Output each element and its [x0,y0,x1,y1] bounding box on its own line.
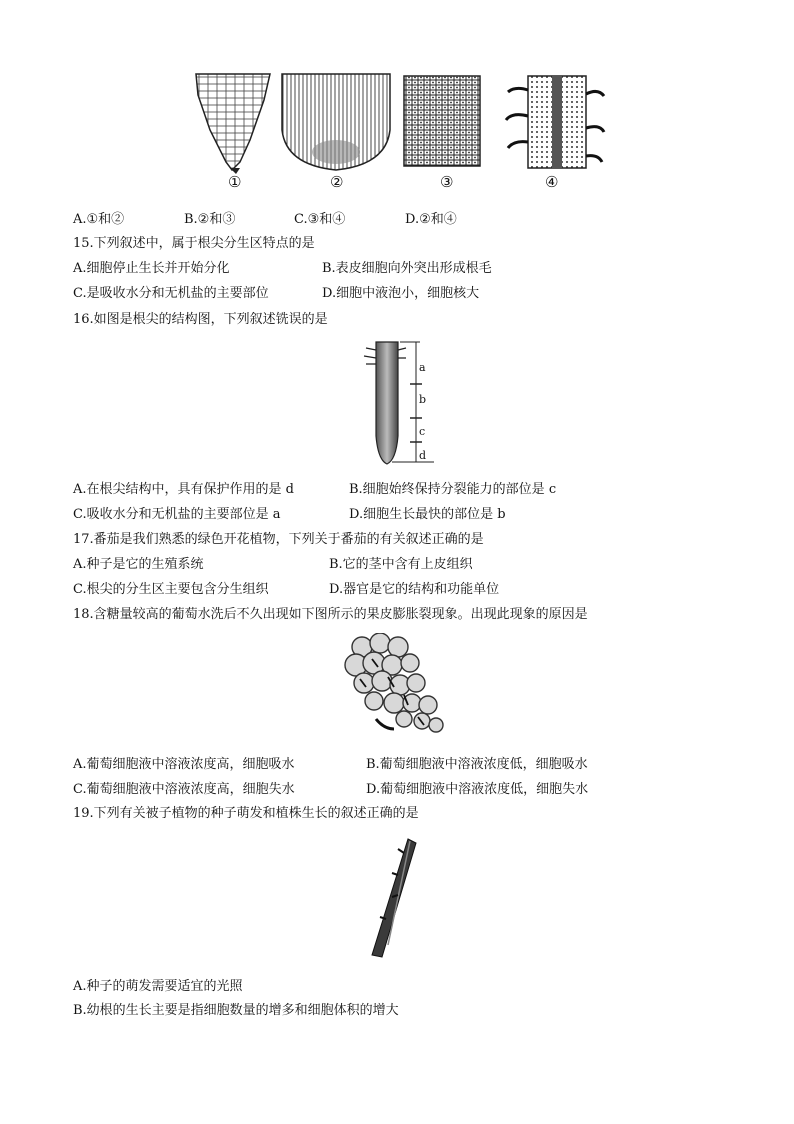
figure-label-3: ③ [440,173,454,191]
q17-stem: 17.番茄是我们熟悉的绿色开花植物，下列关于番茄的有关叙述正确的是 [73,532,484,547]
q14-option-b: B.②和③ [184,212,236,227]
root-label-c: c [419,425,426,438]
q19-option-a: A.种子的萌发需要适宜的光照 [73,979,243,994]
q16-option-d: D.细胞生长最快的部位是 b [349,507,506,522]
panel-3-elongation [404,76,480,166]
q15-option-a: A.细胞停止生长并开始分化 [73,261,230,276]
grape-figure [344,633,450,741]
q15-option-b: B.表皮细胞向外突出形成根毛 [322,261,492,276]
q18-option-c: C.葡萄细胞液中溶液浓度高，细胞失水 [73,782,295,797]
panel-1-root-cap [196,74,270,174]
q16-option-a: A.在根尖结构中，具有保护作用的是 d [73,482,294,497]
q16-stem: 16.如图是根尖的结构图，下列叙述铣误的是 [73,312,328,327]
q15-option-c: C.是吸收水分和无机盐的主要部位 [73,286,269,301]
q16-option-b: B.细胞始终保持分裂能力的部位是 c [349,482,557,497]
figure-label-4: ④ [545,173,559,191]
figure-label-2: ② [330,173,344,191]
q16-option-c: C.吸收水分和无机盐的主要部位是 a [73,507,281,522]
q18-option-d: D.葡萄细胞液中溶液浓度低，细胞失水 [366,782,589,797]
q14-option-d: D.②和④ [405,212,457,227]
q18-stem: 18.含糖量较高的葡萄水洗后不久出现如下图所示的果皮膨胀裂现象。出现此现象的原因是 [73,607,588,622]
q17-option-a: A.种子是它的生殖系统 [73,557,204,572]
root-label-d: d [419,449,427,462]
root-label-b: b [419,393,427,406]
root-label-a: a [419,361,426,374]
panel-4-root-hair [506,76,604,168]
q18-option-b: B.葡萄细胞液中溶液浓度低，细胞吸水 [366,757,588,772]
q15-option-d: D.细胞中液泡小，细胞核大 [322,286,480,301]
panel-2-meristem [282,74,390,170]
q17-option-b: B.它的茎中含有上皮组织 [329,557,473,572]
q18-option-a: A.葡萄细胞液中溶液浓度高，细胞吸水 [73,757,295,772]
q15-stem: 15.下列叙述中，属于根尖分生区特点的是 [73,236,315,251]
q19-stem: 19.下列有关被子植物的种子萌发和植株生长的叙述正确的是 [73,806,419,821]
stem-twig-figure [358,835,438,961]
q14-option-a: A.①和② [73,212,125,227]
q17-option-c: C.根尖的分生区主要包含分生组织 [73,582,269,597]
q17-option-d: D.器官是它的结构和功能单位 [329,582,500,597]
q19-option-b: B.幼根的生长主要是指细胞数量的增多和细胞体积的增大 [73,1003,399,1018]
figure-label-1: ① [228,173,242,191]
q14-option-c: C.③和④ [294,212,346,227]
